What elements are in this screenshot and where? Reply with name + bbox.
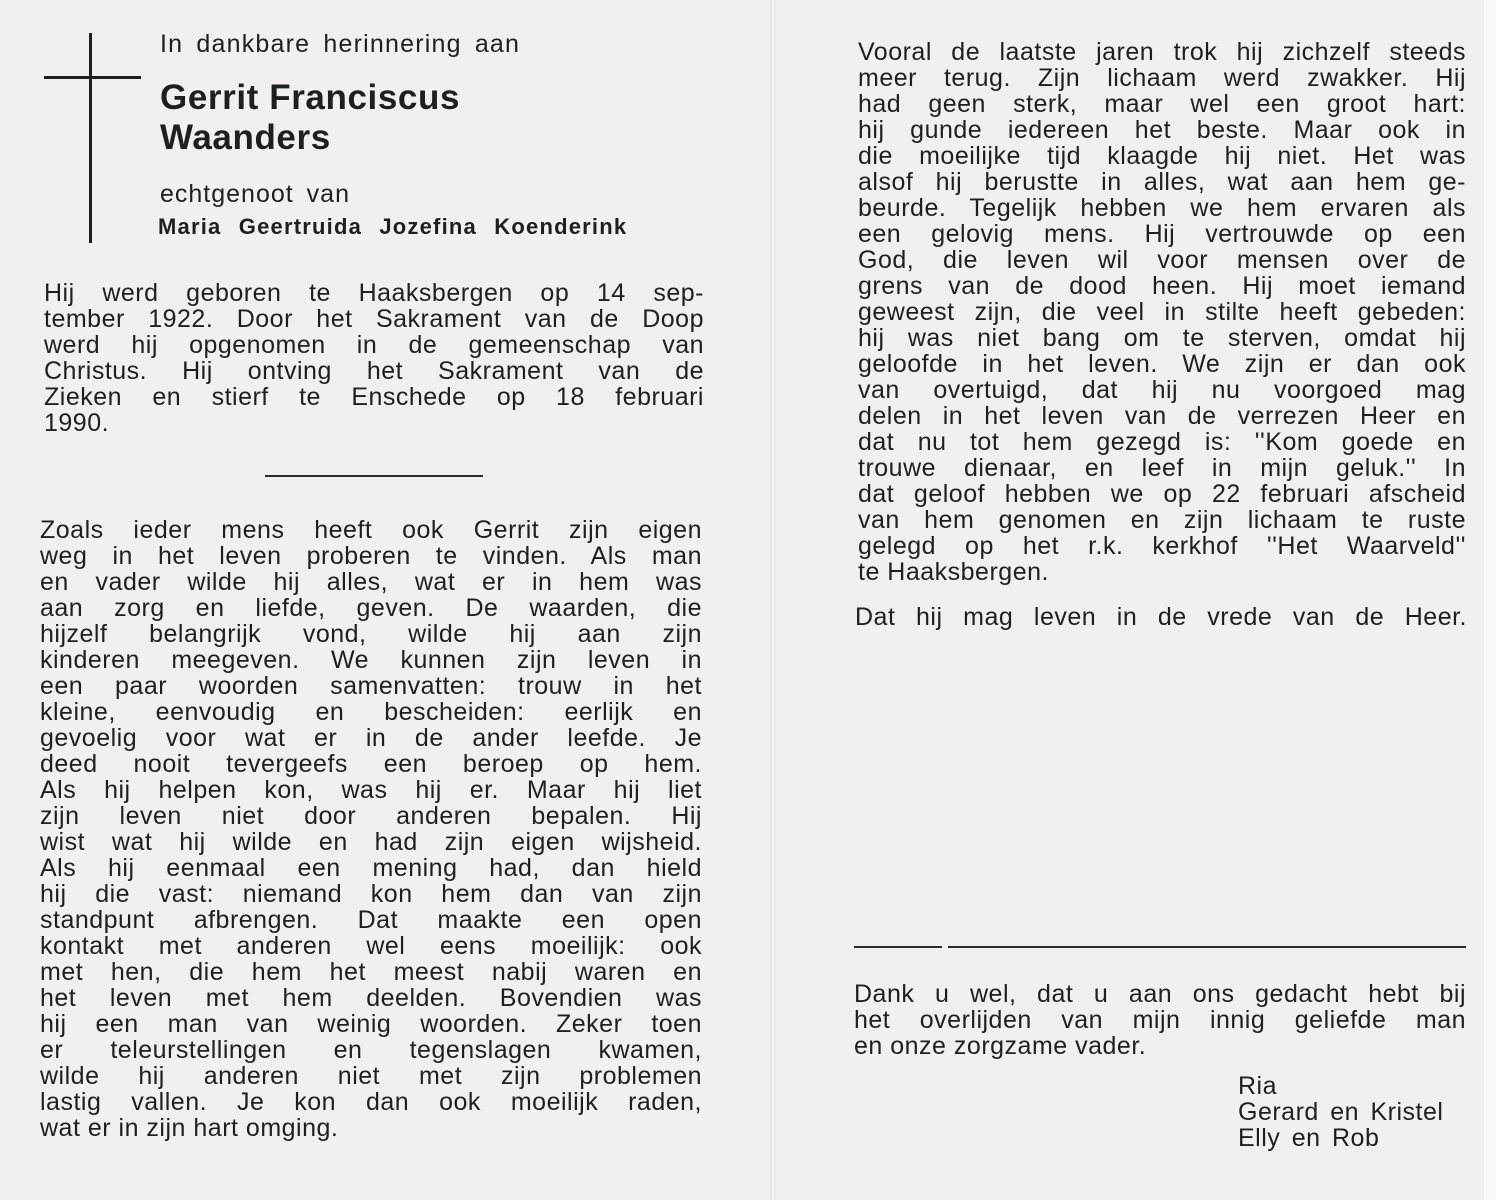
deceased-name bbox=[160, 78, 460, 158]
text-line: kinderen meegeven. We kunnen zijn leven in bbox=[40, 647, 702, 673]
text-line: dat nu tot hem gezegd is: ''Kom goede en bbox=[858, 429, 1466, 455]
text-line: te Haaksbergen. bbox=[858, 559, 1049, 585]
text-line: aan zorg en liefde, geven. De waarden, die bbox=[40, 595, 702, 621]
text-line: een gelovig mens. Hij vertrouwde op een bbox=[858, 221, 1466, 247]
card-edge bbox=[1484, 0, 1496, 1200]
text-line: van hem genomen en zijn lichaam te ruste bbox=[858, 507, 1466, 533]
text-line: zijn leven niet door anderen bepalen. Hij bbox=[40, 803, 702, 829]
text-line: wist wat hij wilde en had zijn eigen wijsheid. bbox=[40, 829, 702, 855]
text-line: gevoelig voor wat er in de ander leefde. Je bbox=[40, 725, 702, 751]
life-story-paragraph bbox=[40, 517, 702, 1141]
text-line: beurde. Tegelijk hebben we hem ervaren als bbox=[858, 195, 1466, 221]
text-line: Dank u wel, dat u aan ons gedacht hebt bij bbox=[854, 981, 1466, 1007]
text-line: Hij werd geboren te Haaksbergen op 14 sep- bbox=[44, 280, 704, 306]
text-line: deed nooit tevergeefs een beroep op hem. bbox=[40, 751, 702, 777]
text-line: werd hij opgenomen in de gemeenschap van bbox=[44, 332, 704, 358]
text-line: hij een man van weinig woorden. Zeker toen bbox=[40, 1011, 702, 1037]
text-line: hij was niet bang om te sterven, omdat hij bbox=[858, 325, 1466, 351]
spouse-label: echtgenoot van bbox=[160, 180, 350, 208]
section-divider bbox=[854, 946, 942, 948]
family-signatures bbox=[1238, 1073, 1443, 1151]
text-line: had geen sterk, maar wel een groot hart: bbox=[858, 91, 1466, 117]
text-line: weg in het leven proberen te vinden. Als man bbox=[40, 543, 702, 569]
text-line: God, die leven wil voor mensen over de bbox=[858, 247, 1466, 273]
text-line: het overlijden van mijn innig geliefde man bbox=[854, 1007, 1466, 1033]
signature-line: Elly en Rob bbox=[1238, 1124, 1380, 1152]
text-line: lastig vallen. Je kon dan ook moeilijk raden, bbox=[40, 1089, 702, 1115]
text-line: wilde hij anderen niet met zijn problemen bbox=[40, 1063, 702, 1089]
text-line: meer terug. Zijn lichaam werd zwakker. Hij bbox=[858, 65, 1466, 91]
text-line: delen in het leven van de verrezen Heer en bbox=[858, 403, 1466, 429]
text-line: het leven met hem deelden. Bovendien was bbox=[40, 985, 702, 1011]
birth-paragraph bbox=[44, 280, 704, 436]
text-line: geloofde in het leven. We zijn er dan ook bbox=[858, 351, 1466, 377]
closing-wish: Dat hij mag leven in de vrede van de Heer. bbox=[855, 603, 1467, 631]
text-line: dat geloof hebben we op 22 februari afscheid bbox=[858, 481, 1466, 507]
text-line: en onze zorgzame vader. bbox=[854, 1033, 1147, 1059]
text-line: Christus. Hij ontving het Sakrament van de bbox=[44, 358, 704, 384]
cross-icon-horizontal bbox=[44, 76, 141, 79]
thanks-paragraph bbox=[854, 981, 1466, 1059]
text-line: gelegd op het r.k. kerkhof ''Het Waarveld'' bbox=[858, 533, 1466, 559]
section-divider bbox=[265, 475, 483, 477]
cross-icon-vertical bbox=[89, 33, 92, 243]
text-line: en vader wilde hij alles, wat er in hem was bbox=[40, 569, 702, 595]
text-line: grens van de dood heen. Hij moet iemand bbox=[858, 273, 1466, 299]
signature-line: Gerard en Kristel bbox=[1238, 1098, 1444, 1126]
text-line: een paar woorden samenvatten: trouw in het bbox=[40, 673, 702, 699]
spouse-name: Maria Geertruida Jozefina Koenderink bbox=[158, 214, 628, 239]
text-line: Zieken en stierf te Enschede op 18 februari bbox=[44, 384, 704, 410]
signature-line: Ria bbox=[1238, 1072, 1278, 1100]
text-line: geweest zijn, die veel in stilte heeft gebeden: bbox=[858, 299, 1466, 325]
text-line: standpunt afbrengen. Dat maakte een open bbox=[40, 907, 702, 933]
text-line: hij gunde iedereen het beste. Maar ook in bbox=[858, 117, 1466, 143]
text-line: wat er in zijn hart omging. bbox=[40, 1115, 339, 1141]
text-line: Als hij helpen kon, was hij er. Maar hij liet bbox=[40, 777, 702, 803]
text-line: Als hij eenmaal een mening had, dan hield bbox=[40, 855, 702, 881]
text-line: die moeilijke tijd klaagde hij niet. Het was bbox=[858, 143, 1466, 169]
text-line: kleine, eenvoudig en bescheiden: eerlijk en bbox=[40, 699, 702, 725]
deceased-name-line1: Gerrit Franciscus bbox=[160, 78, 461, 117]
text-line: Vooral de laatste jaren trok hij zichzelf steeds bbox=[858, 39, 1466, 65]
text-line: kontakt met anderen wel eens moeilijk: ook bbox=[40, 933, 702, 959]
text-line: er teleurstellingen en tegenslagen kwamen, bbox=[40, 1037, 702, 1063]
final-years-paragraph bbox=[858, 39, 1466, 585]
text-line: tember 1922. Door het Sakrament van de Doop bbox=[44, 306, 704, 332]
text-line: alsof hij berustte in alles, wat aan hem ge- bbox=[858, 169, 1466, 195]
section-divider bbox=[948, 946, 1466, 948]
text-line: Zoals ieder mens heeft ook Gerrit zijn eigen bbox=[40, 517, 702, 543]
text-line: 1990. bbox=[44, 410, 110, 436]
text-line: trouwe dienaar, en leef in mijn geluk.'' In bbox=[858, 455, 1466, 481]
text-line: hij die vast: niemand kon hem dan van zijn bbox=[40, 881, 702, 907]
deceased-name-line2: Waanders bbox=[160, 118, 331, 157]
intro-text: In dankbare herinnering aan bbox=[160, 30, 521, 58]
text-line: van overtuigd, dat hij nu voorgoed mag bbox=[858, 377, 1466, 403]
card-fold bbox=[770, 0, 776, 1200]
text-line: hijzelf belangrijk vond, wilde hij aan zijn bbox=[40, 621, 702, 647]
text-line: met hen, die hem het meest nabij waren en bbox=[40, 959, 702, 985]
